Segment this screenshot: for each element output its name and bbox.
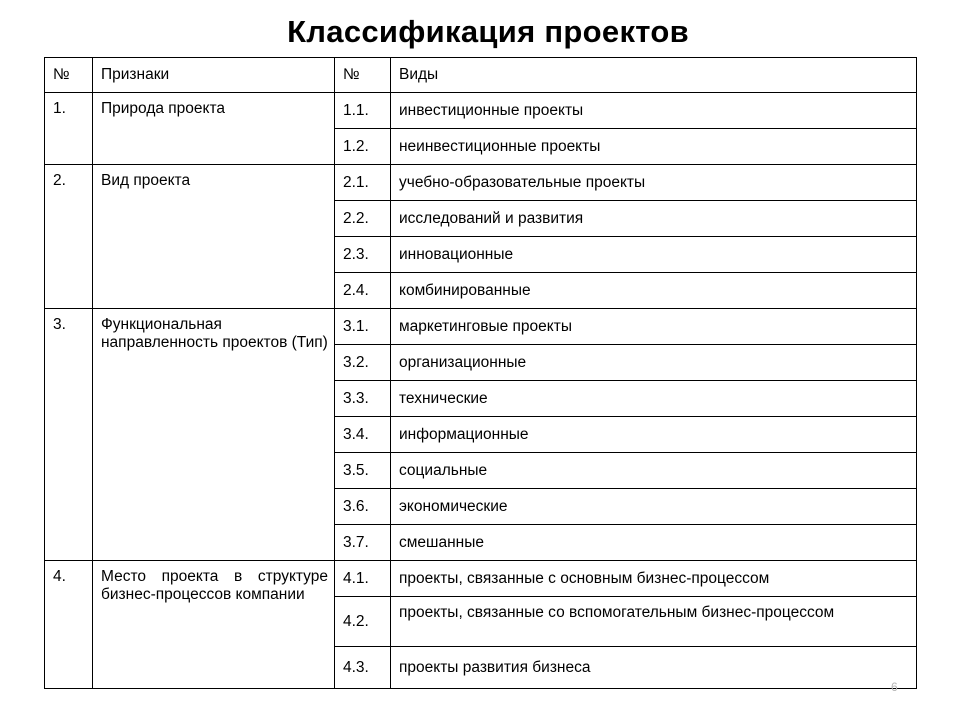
table-row [45,93,917,129]
item-number: 2.2. [335,201,391,237]
item-kind: организационные [391,345,917,381]
table-row [45,165,917,201]
header-sub-num: № [335,58,391,93]
classification-table [44,57,917,689]
item-kind: информационные [391,417,917,453]
item-number: 2.4. [335,273,391,309]
table-header-row [45,58,917,93]
group-sign: Функциональная направленность проектов (Тип) [93,309,335,561]
item-number: 3.7. [335,525,391,561]
group-number: 2. [45,165,93,309]
item-number: 3.4. [335,417,391,453]
group-number: 3. [45,309,93,561]
group-sign: Место проекта в структуре бизнес-процессов компании [93,561,335,689]
item-kind: проекты, связанные со вспомогательным бизнес-процессом [391,597,917,647]
table-row [45,561,917,597]
item-kind: неинвестиционные проекты [391,129,917,165]
group-number: 1. [45,93,93,165]
item-kind: экономические [391,489,917,525]
header-kind: Виды [391,58,917,93]
group-number: 4. [45,561,93,689]
item-kind: маркетинговые проекты [391,309,917,345]
item-kind: комбинированные [391,273,917,309]
item-kind: исследований и развития [391,201,917,237]
slide-title: Классификация проектов [287,14,689,49]
group-sign: Природа проекта [93,93,335,165]
item-number: 3.6. [335,489,391,525]
item-number: 3.2. [335,345,391,381]
item-kind: проекты, связанные с основным бизнес-процессом [391,561,917,597]
item-kind: инвестиционные проекты [391,93,917,129]
item-number: 3.1. [335,309,391,345]
item-kind: проекты развития бизнеса [391,647,917,689]
header-num: № [45,58,93,93]
item-kind: социальные [391,453,917,489]
item-number: 1.2. [335,129,391,165]
item-number: 1.1. [335,93,391,129]
group-sign: Вид проекта [93,165,335,309]
table-row [45,309,917,345]
item-number: 3.3. [335,381,391,417]
item-kind: смешанные [391,525,917,561]
item-kind: технические [391,381,917,417]
bottom-margin [0,689,960,720]
item-kind: инновационные [391,237,917,273]
page-number: 6 [891,680,898,694]
item-number: 4.2. [335,597,391,647]
item-number: 2.1. [335,165,391,201]
item-number: 4.3. [335,647,391,689]
header-sign: Признаки [93,58,335,93]
item-number: 3.5. [335,453,391,489]
item-number: 2.3. [335,237,391,273]
item-kind: учебно-образовательные проекты [391,165,917,201]
item-number: 4.1. [335,561,391,597]
